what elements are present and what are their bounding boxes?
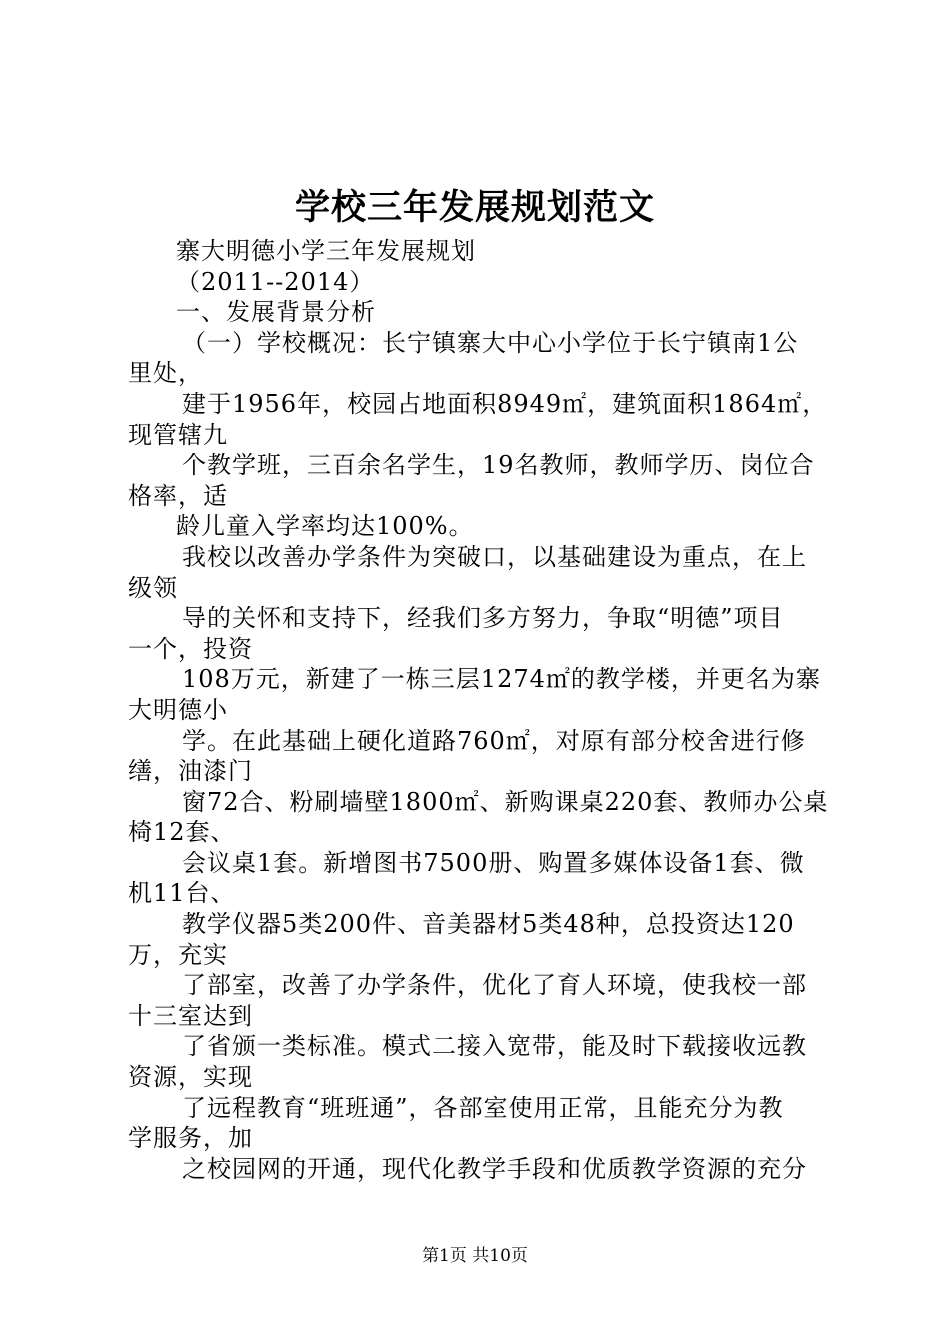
text-line: 窗72合、粉刷墙壁1800㎡、新购课桌220套、教师办公桌	[182, 787, 829, 816]
text-line: 格率，适	[128, 481, 228, 510]
text-line: 了省颁一类标准。模式二接入宽带，能及时下载接收远教	[182, 1032, 807, 1061]
text-line: 大明德小	[128, 695, 228, 724]
text-line: （2011--2014）	[176, 267, 375, 296]
text-line: 椅12套、	[128, 818, 236, 847]
text-line: 建于1956年，校园占地面积8949㎡，建筑面积1864㎡，	[182, 389, 828, 418]
text-line: 了部室，改善了办学条件，优化了育人环境，使我校一部	[182, 971, 807, 1000]
text-line: （一）学校概况：长宁镇寨大中心小学位于长宁镇南1公	[182, 328, 799, 357]
text-line: 机11台、	[128, 879, 236, 908]
text-line: 学服务，加	[128, 1124, 253, 1153]
text-line: 了远程教育“班班通”，各部室使用正常，且能充分为教	[182, 1093, 784, 1122]
page-title: 学校三年发展规划范文	[294, 187, 655, 228]
text-line: 资源，实现	[128, 1063, 253, 1092]
text-line: 108万元，新建了一栋三层1274㎡的教学楼，并更名为寨	[182, 665, 821, 694]
page-number-footer: 第1页 共10页	[422, 1246, 528, 1266]
text-line: 学。在此基础上硬化道路760㎡，对原有部分校舍进行修	[182, 726, 806, 755]
text-line: 十三室达到	[128, 1001, 253, 1030]
text-line: 缮，油漆门	[128, 757, 253, 786]
text-line: 现管辖九	[128, 420, 228, 449]
text-line: 里处，	[128, 359, 203, 388]
text-line: 级领	[128, 573, 178, 602]
text-line: 教学仪器5类200件、音美器材5类48种，总投资达120	[182, 910, 795, 939]
text-line: 一、发展背景分析	[176, 298, 376, 327]
text-line: 我校以改善办学条件为突破口，以基础建设为重点，在上	[182, 542, 807, 571]
document-body	[128, 236, 838, 1184]
text-line: 导的关怀和支持下，经我们多方努力，争取“明德”项目	[182, 604, 784, 633]
text-line: 寨大明德小学三年发展规划	[176, 237, 476, 265]
text-line: 一个，投资	[128, 634, 253, 663]
text-line: 个教学班，三百余名学生，19名教师，教师学历、岗位合	[182, 451, 815, 480]
text-line: 万，充实	[128, 940, 228, 969]
text-line: 会议桌1套。新增图书7500册、购置多媒体设备1套、微	[182, 848, 805, 877]
text-line: 之校园网的开通，现代化教学手段和优质教学资源的充分	[182, 1154, 807, 1183]
text-line: 龄儿童入学率均达100%。	[176, 512, 474, 541]
